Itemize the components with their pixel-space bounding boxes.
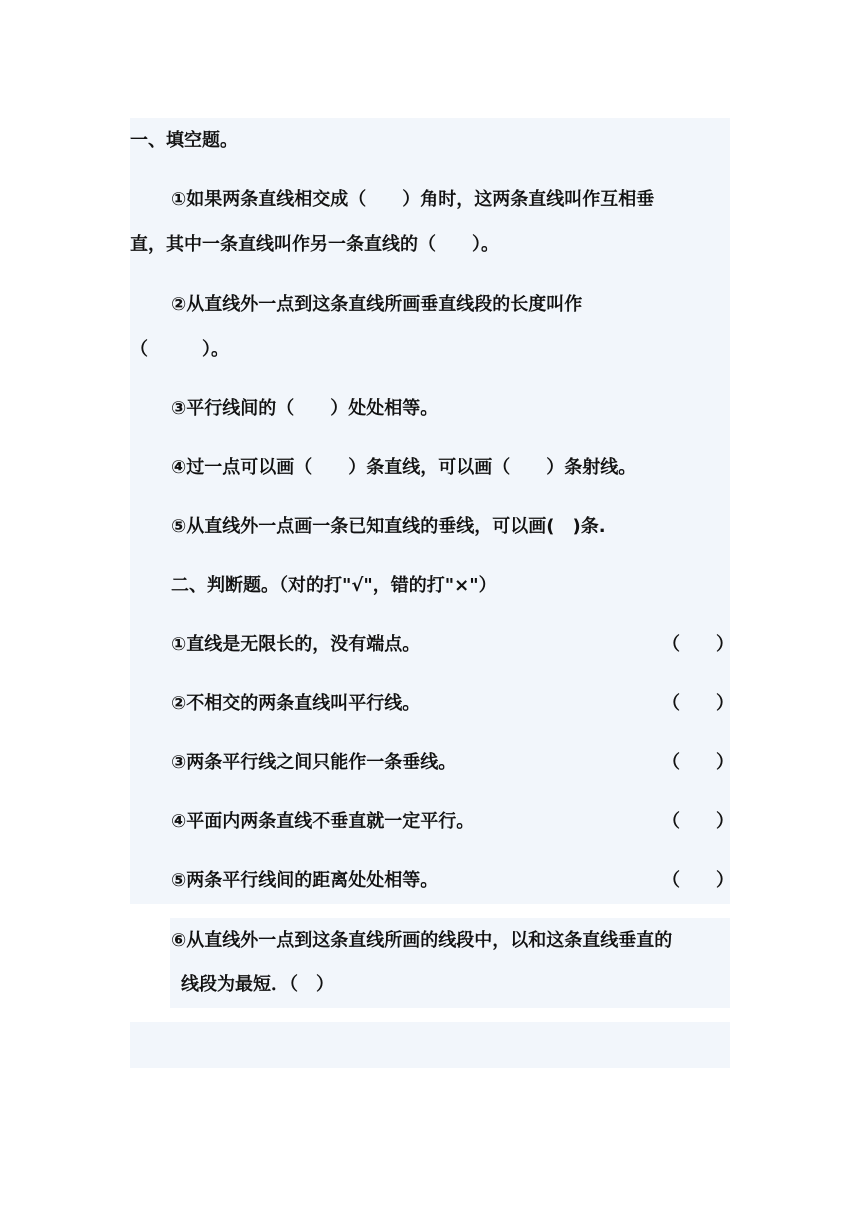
question-4: ④过一点可以画（ ）条直线，可以画（ ）条射线。 bbox=[171, 457, 637, 478]
judgment-answer-1[interactable]: （ ） bbox=[662, 634, 734, 655]
judgment-item-1: ①直线是无限长的，没有端点。 bbox=[171, 634, 421, 655]
question-1-line-1: ①如果两条直线相交成（ ）角时，这两条直线叫作互相垂 bbox=[171, 189, 655, 210]
judgment-answer-2[interactable]: （ ） bbox=[662, 693, 734, 714]
judgment-item-5: ⑤两条平行线间的距离处处相等。 bbox=[171, 870, 439, 891]
judgment-item-6-line-1: ⑥从直线外一点到这条直线所画的线段中，以和这条直线垂直的 bbox=[171, 930, 673, 951]
question-1-line-2: 直，其中一条直线叫作另一条直线的（ ）。 bbox=[130, 234, 499, 255]
judgment-item-2: ②不相交的两条直线叫平行线。 bbox=[171, 693, 421, 714]
judgment-answer-5[interactable]: （ ） bbox=[662, 870, 734, 891]
question-5: ⑤从直线外一点画一条已知直线的垂线，可以画( )条. bbox=[171, 516, 606, 537]
blank-background bbox=[130, 1022, 730, 1068]
section-title-fill-in: 一、填空题。 bbox=[130, 130, 238, 151]
question-2-line-1: ②从直线外一点到这条直线所画垂直线段的长度叫作 bbox=[171, 294, 583, 315]
judgment-item-3: ③两条平行线之间只能作一条垂线。 bbox=[171, 752, 457, 773]
judgment-answer-3[interactable]: （ ） bbox=[662, 752, 734, 773]
judgment-item-4: ④平面内两条直线不垂直就一定平行。 bbox=[171, 811, 475, 832]
question-2-line-2: （ ）。 bbox=[130, 339, 229, 360]
judgment-answer-4[interactable]: （ ） bbox=[662, 811, 734, 832]
question-3: ③平行线间的（ ）处处相等。 bbox=[171, 398, 439, 419]
section-title-true-false: 二、判断题。（对的打"√"，错的打"×"） bbox=[171, 575, 497, 596]
judgment-item-6-line-2: 线段为最短．（ ） bbox=[181, 974, 334, 995]
